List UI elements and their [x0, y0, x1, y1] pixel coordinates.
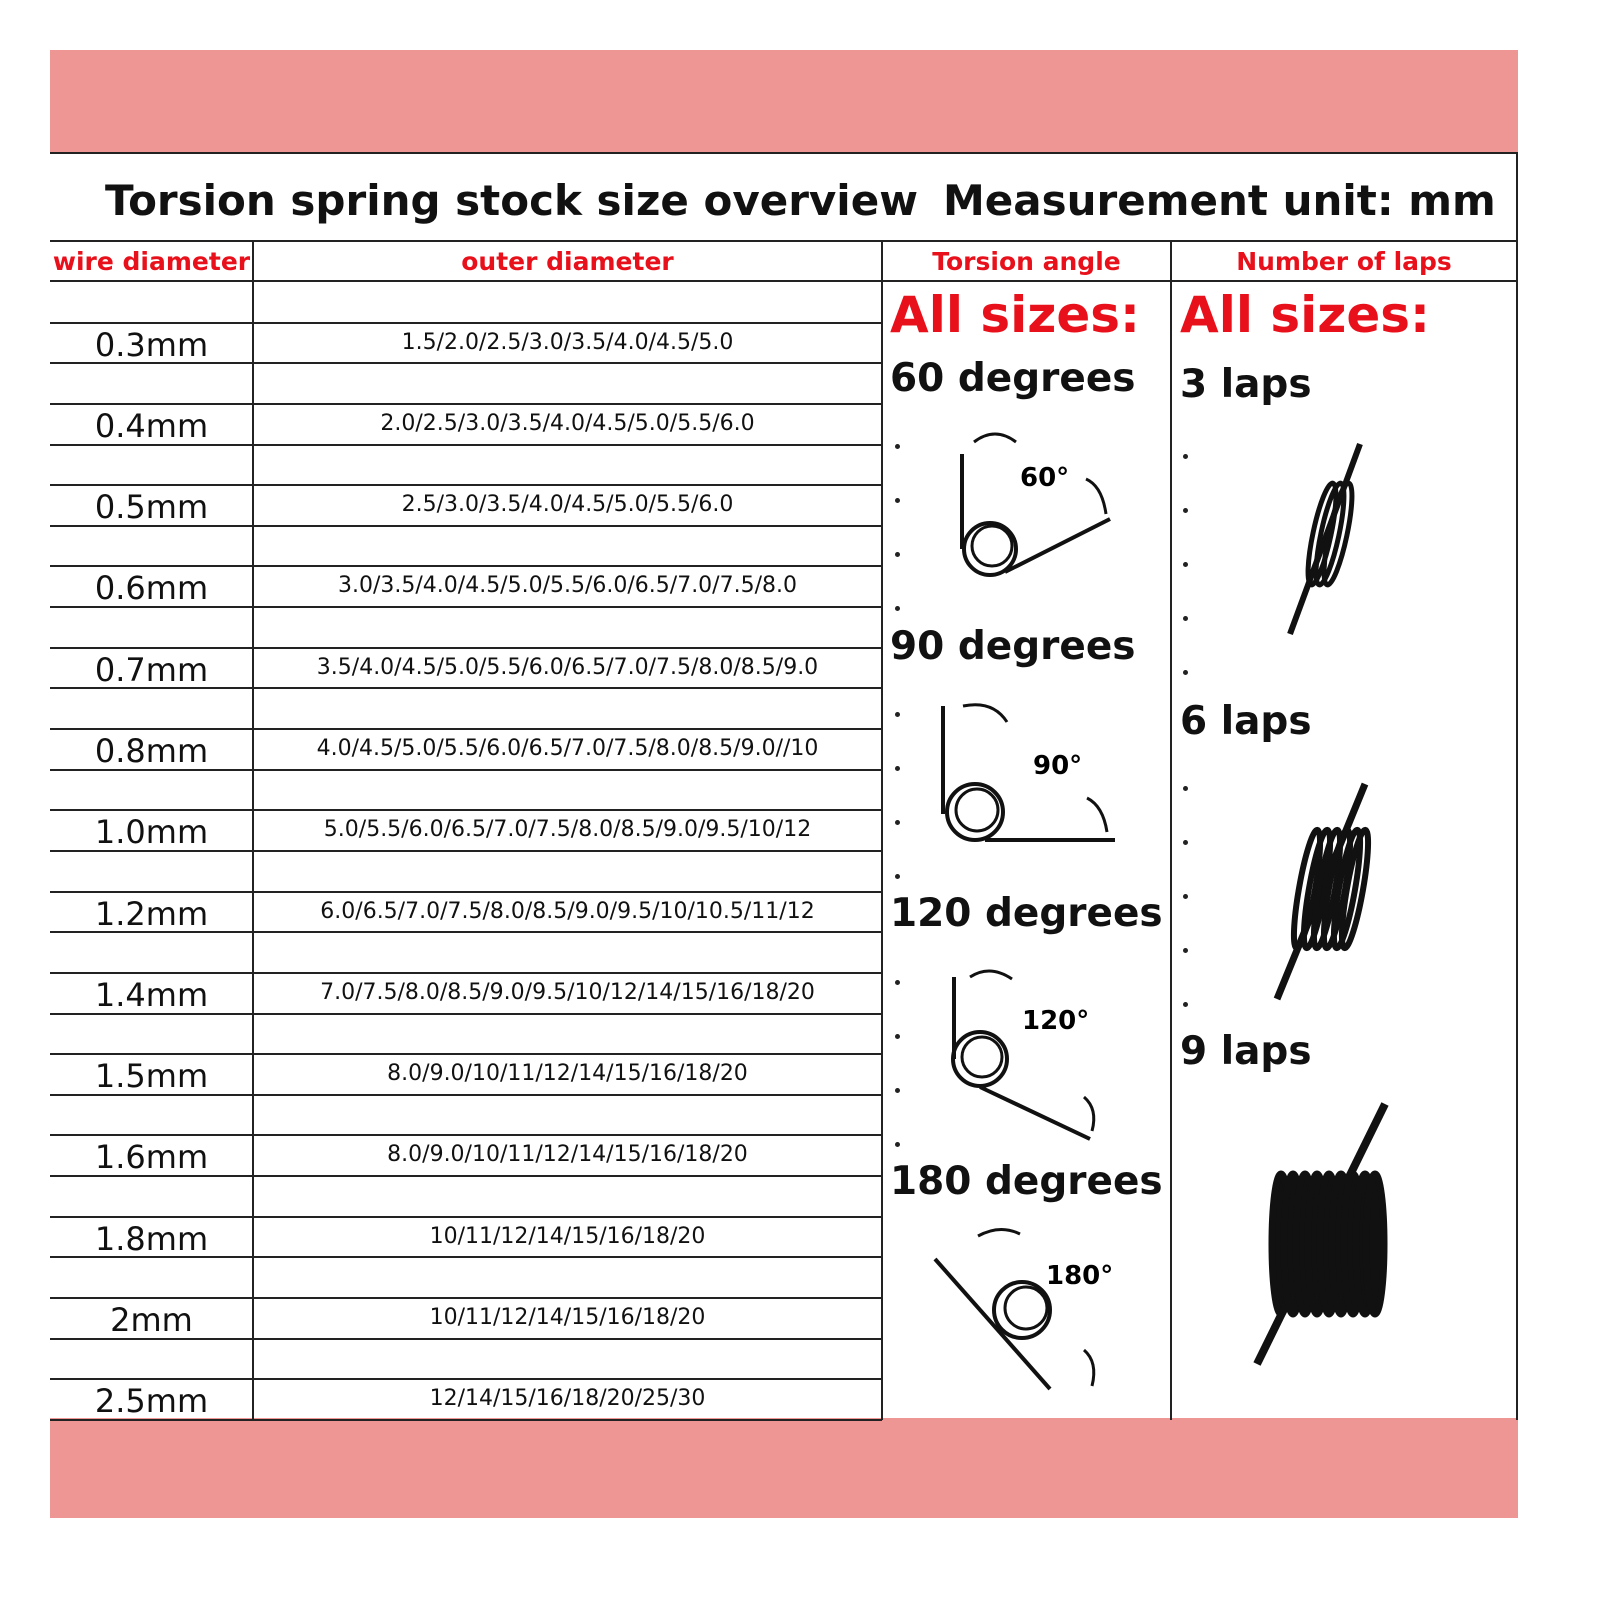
outer-diameter-cell: 2.5/3.0/3.5/4.0/4.5/5.0/5.5/6.0 [401, 492, 734, 518]
wire-diameter-cell: 1.2mm [94, 894, 209, 933]
spring-60-icon [950, 424, 1130, 594]
header-outer-diameter: outer diameter [461, 247, 674, 276]
angle-180-label: 180 degrees [890, 1159, 1163, 1204]
bullet-dot [1183, 616, 1188, 621]
bullet-dot [895, 820, 900, 825]
divider [1170, 240, 1172, 1420]
table-row [50, 404, 882, 445]
size-table [50, 152, 1518, 1421]
unit-label: Measurement unit: mm [943, 176, 1496, 225]
bullet-dot [1183, 670, 1188, 675]
angle-90-label: 90 degrees [890, 624, 1136, 669]
table-row [50, 1135, 882, 1176]
outer-diameter-cell: 1.5/2.0/2.5/3.0/3.5/4.0/4.5/5.0 [401, 329, 734, 355]
bullet-dot [895, 712, 900, 717]
spring-90-icon [935, 694, 1135, 874]
bottom-banner [50, 1418, 1518, 1518]
bullet-dot [895, 874, 900, 879]
table-row [50, 892, 882, 933]
outer-diameter-cell: 8.0/9.0/10/11/12/14/15/16/18/20 [387, 1061, 748, 1087]
angle-90-mark: 90° [1033, 751, 1083, 781]
bullet-dot [895, 766, 900, 771]
laps-9-label: 9 laps [1180, 1029, 1312, 1074]
divider [1516, 154, 1518, 1420]
bullet-dot [895, 606, 900, 611]
bullet-dot [895, 1142, 900, 1147]
outer-diameter-cell: 7.0/7.5/8.0/8.5/9.0/9.5/10/12/14/15/16/18/20 [320, 979, 815, 1005]
bullet-dot [1183, 840, 1188, 845]
table-row [50, 566, 882, 607]
laps-all-sizes: All sizes: [1180, 286, 1431, 344]
torsion-all-sizes: All sizes: [890, 286, 1141, 344]
angle-60-mark: 60° [1020, 463, 1070, 493]
wire-diameter-cell: 0.5mm [94, 488, 209, 527]
bullet-dot [1183, 1002, 1188, 1007]
outer-diameter-cell: 8.0/9.0/10/11/12/14/15/16/18/20 [387, 1142, 748, 1168]
outer-diameter-cell: 4.0/4.5/5.0/5.5/6.0/6.5/7.0/7.5/8.0/8.5/9.0//10 [316, 736, 819, 762]
wire-diameter-cell: 1.8mm [94, 1219, 209, 1258]
bullet-dot [1183, 508, 1188, 513]
outer-diameter-cell: 6.0/6.5/7.0/7.5/8.0/8.5/9.0/9.5/10/10.5/11/12 [320, 898, 815, 924]
bullet-dot [1183, 562, 1188, 567]
wire-diameter-cell: 0.4mm [94, 406, 209, 445]
outer-diameter-cell: 2.0/2.5/3.0/3.5/4.0/4.5/5.0/5.5/6.0 [380, 410, 755, 436]
outer-diameter-cell: 3.0/3.5/4.0/4.5/5.0/5.5/6.0/6.5/7.0/7.5/8.0 [338, 573, 797, 599]
page-title: Torsion spring stock size overview [105, 176, 918, 225]
table-row [50, 1379, 882, 1420]
angle-180-mark: 180° [1046, 1261, 1114, 1291]
wire-diameter-cell: 2mm [110, 1301, 193, 1339]
bullet-dot [895, 1088, 900, 1093]
table-row [50, 973, 882, 1014]
table-row [50, 323, 882, 364]
bullet-dot [1183, 948, 1188, 953]
wire-diameter-cell: 0.7mm [94, 650, 209, 689]
table-row [50, 648, 882, 689]
wire-diameter-cell: 0.3mm [94, 325, 209, 364]
angle-120-label: 120 degrees [890, 891, 1163, 936]
table-row [50, 729, 882, 770]
header-number-of-laps: Number of laps [1236, 247, 1452, 276]
wire-diameter-cell: 0.8mm [94, 732, 209, 771]
outer-diameter-cell: 5.0/5.5/6.0/6.5/7.0/7.5/8.0/8.5/9.0/9.5/10/12 [323, 817, 812, 843]
angle-120-mark: 120° [1022, 1006, 1090, 1036]
bullet-dot [1183, 894, 1188, 899]
wire-diameter-cell: 0.6mm [94, 569, 209, 608]
table-row [50, 810, 882, 851]
table-row [50, 485, 882, 526]
bullet-dot [895, 980, 900, 985]
outer-diameter-cell: 10/11/12/14/15/16/18/20 [429, 1223, 706, 1249]
spring-3-laps-icon [1280, 434, 1380, 644]
table-row [50, 1298, 882, 1339]
table-row [50, 1054, 882, 1095]
bullet-dot [895, 444, 900, 449]
top-banner [50, 50, 1518, 152]
laps-6-label: 6 laps [1180, 699, 1312, 744]
header-wire-diameter: wire diameter [52, 247, 251, 276]
bullet-dot [895, 552, 900, 557]
bullet-dot [895, 498, 900, 503]
spring-9-laps-icon [1245, 1099, 1395, 1369]
bullet-dot [1183, 786, 1188, 791]
header-torsion-angle: Torsion angle [932, 247, 1121, 276]
wire-diameter-cell: 2.5mm [94, 1382, 209, 1421]
spring-6-laps-icon [1265, 774, 1385, 1004]
outer-diameter-cell: 12/14/15/16/18/20/25/30 [429, 1386, 706, 1412]
wire-diameter-cell: 1.6mm [94, 1138, 209, 1177]
laps-3-label: 3 laps [1180, 362, 1312, 407]
wire-diameter-cell: 1.5mm [94, 1057, 209, 1096]
spring-120-icon [940, 959, 1140, 1159]
wire-diameter-cell: 1.4mm [94, 975, 209, 1014]
table-row [50, 1217, 882, 1258]
outer-diameter-cell: 10/11/12/14/15/16/18/20 [429, 1305, 706, 1330]
outer-diameter-cell: 3.5/4.0/4.5/5.0/5.5/6.0/6.5/7.0/7.5/8.0/8.5/9.0 [316, 654, 819, 680]
bullet-dot [895, 1034, 900, 1039]
bullet-dot [1183, 454, 1188, 459]
spring-180-icon [930, 1214, 1140, 1404]
angle-60-label: 60 degrees [890, 356, 1136, 401]
wire-diameter-cell: 1.0mm [94, 813, 209, 852]
